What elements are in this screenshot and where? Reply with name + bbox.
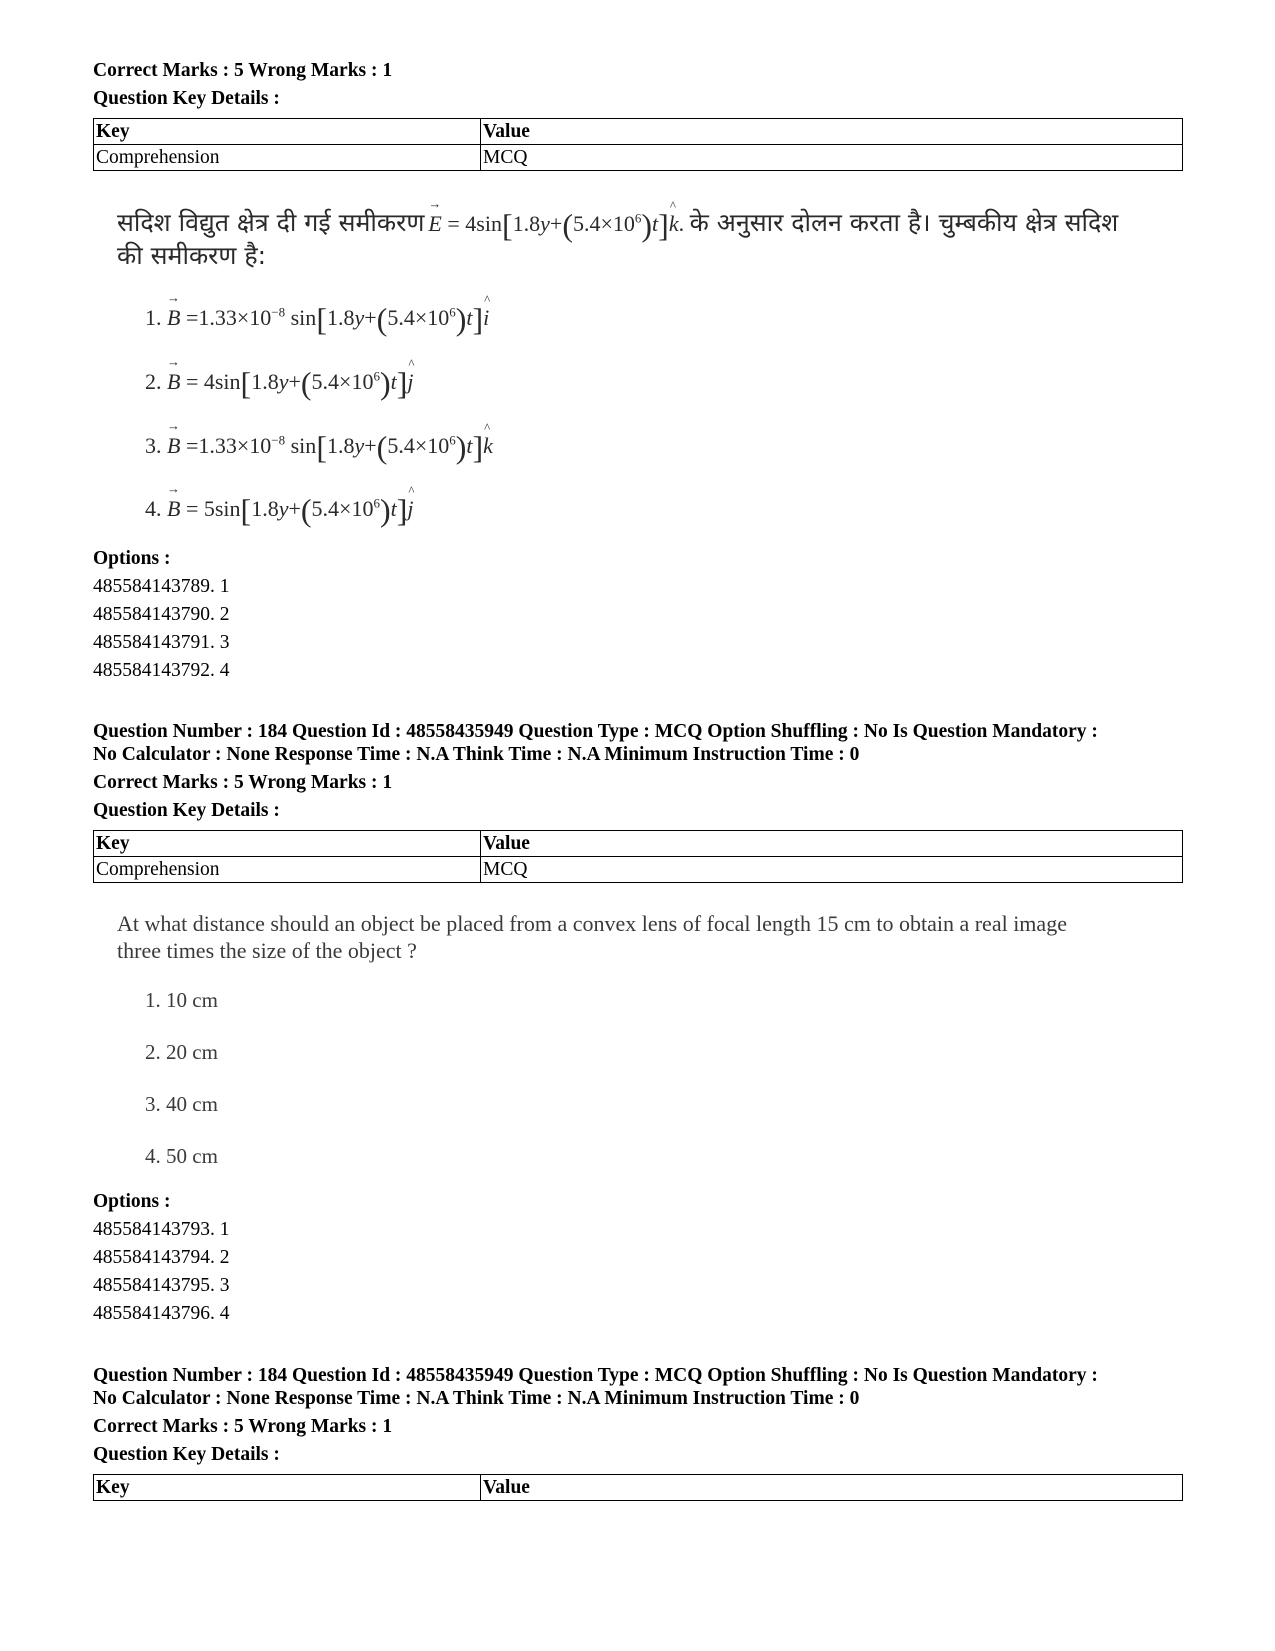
question-text-line2: three times the size of the object ? [117,938,417,963]
question-header-line2: No Calculator : None Response Time : N.A Think Time : N.A Minimum Instruction Time : 0 [93,744,860,765]
value-cell: MCQ [481,857,1183,883]
question-header-line2: No Calculator : None Response Time : N.A Think Time : N.A Minimum Instruction Time : 0 [93,1388,860,1409]
question-text-hindi [117,202,1177,243]
value-header: Value [481,1475,1183,1501]
choice-2: 2. → $B = 4\sin[1.8y+(5.4\times 10^6)t]\^{}$ j [145,360,414,397]
choice-2: 2. 20 cm [145,1040,218,1064]
marks-line: Correct Marks : 5 Wrong Marks : 1 [93,60,393,81]
table-header-row [94,1475,1183,1501]
key-details-table [93,118,1183,171]
choice-4: 4. → $B = 5\sin[1.8y+(5.4\times 10^6)t]\^{}$ j [145,487,414,524]
equation-text [0,0,1,1]
key-header: Key [94,831,481,857]
choice-1: 1. 10 cm [145,988,218,1012]
marks-line: Correct Marks : 5 Wrong Marks : 1 [93,1416,393,1437]
option-id: 485584143791. 3 [93,632,230,653]
question-header-line1: Question Number : 184 Question Id : 48558435949 Question Type : MCQ Option Shuffling : No Is Question Mandatory : [93,721,1098,742]
question-equation: → $E = 4\sin[1.8y+(5.4\times 10^6)t]\^{}$ k. [428,211,689,236]
option-id: 485584143793. 1 [93,1219,230,1240]
key-details-table [93,1474,1183,1501]
table-row [94,145,1183,171]
option-id: 485584143790. 2 [93,604,230,625]
key-header: Key [94,119,481,145]
options-label: Options : [93,1191,171,1212]
table-row [94,857,1183,883]
options-label: Options : [93,548,171,569]
value-header: Value [481,831,1183,857]
question-header-line1: Question Number : 184 Question Id : 48558435949 Question Type : MCQ Option Shuffling : No Is Question Mandatory : [93,1365,1098,1386]
option-id: 485584143796. 4 [93,1303,230,1324]
option-id: 485584143789. 1 [93,576,230,597]
question-prefix: सदिश विद्युत क्षेत्र दी गई समीकरण [117,208,425,237]
choice-1: 1. → $B =1.33\times 10^{-8}$ $\sin[1.8y+(5.4\times 10^6)t]\^{}$ i [145,296,489,333]
option-id: 485584143794. 2 [93,1247,230,1268]
key-cell: Comprehension [94,857,481,883]
option-id: 485584143792. 4 [93,660,230,681]
key-header: Key [94,1475,481,1501]
question-suffix: के अनुसार दोलन करता है। चुम्बकीय क्षेत्र सदिश [689,208,1119,237]
key-details-label: Question Key Details : [93,1444,280,1465]
question-text-line1: At what distance should an object be placed from a convex lens of focal length 15 cm to obtain a real image [117,911,1067,936]
key-details-label: Question Key Details : [93,800,280,821]
option-id: 485584143795. 3 [93,1275,230,1296]
key-details-label: Question Key Details : [93,88,280,109]
choice-3: 3. 40 cm [145,1092,218,1116]
question-line2-hindi: की समीकरण है: [117,241,267,270]
value-header: Value [481,119,1183,145]
marks-line: Correct Marks : 5 Wrong Marks : 1 [93,772,393,793]
key-details-table [93,830,1183,883]
choice-3: 3. → $B =1.33\times 10^{-8}$ $\sin[1.8y+(5.4\times 10^6)t]\^{}$ k [145,424,493,461]
key-cell: Comprehension [94,145,481,171]
table-header-row [94,831,1183,857]
choice-4: 4. 50 cm [145,1144,218,1168]
value-cell: MCQ [481,145,1183,171]
table-header-row [94,119,1183,145]
